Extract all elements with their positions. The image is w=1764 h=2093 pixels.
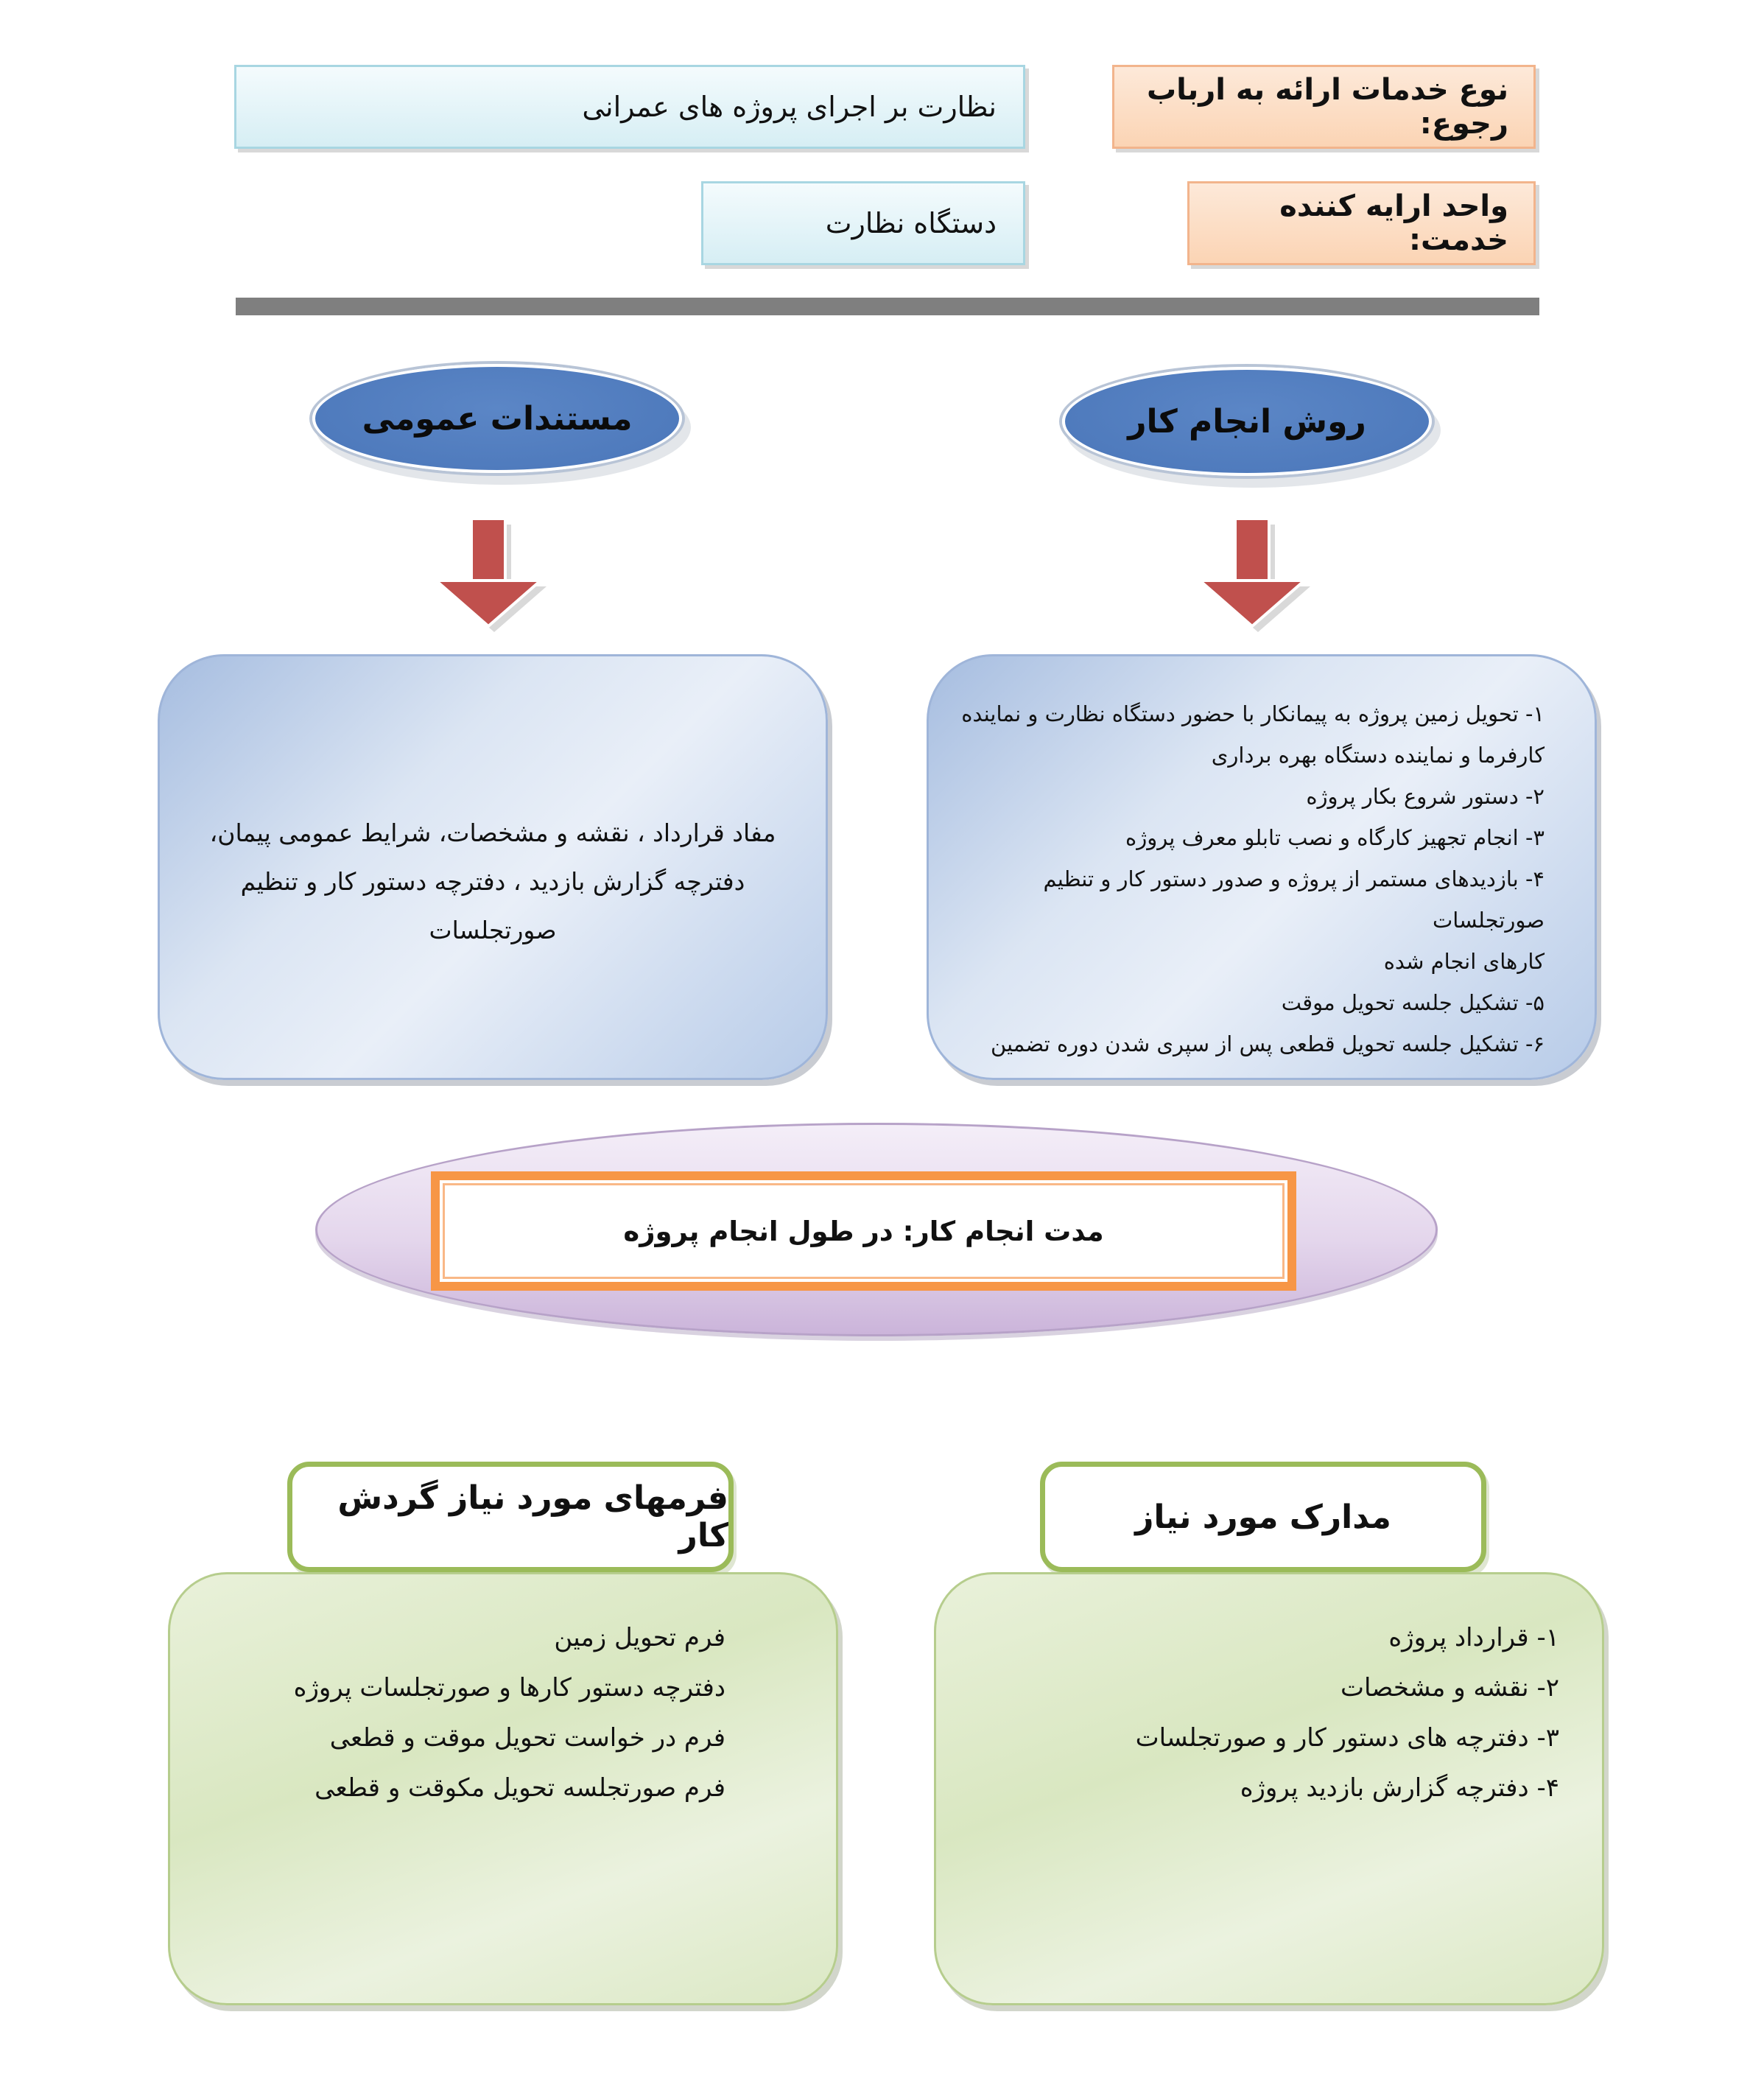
required-docs-title-tab [1040, 1462, 1486, 1572]
required-docs-title: مدارک مورد نیاز [1135, 1498, 1391, 1536]
general-docs-line: دفترچه گزارش بازدید ، دفترچه دستور کار و تنظیم [240, 867, 745, 896]
required-docs-box [934, 1572, 1604, 2005]
general-docs-title-ellipse [312, 364, 682, 473]
method-title-ellipse [1062, 367, 1432, 476]
provider-label: واحد ارایه کننده خدمت: [1279, 189, 1508, 257]
method-down-arrow [1197, 516, 1315, 634]
method-steps-box [927, 654, 1597, 1080]
workflow-forms-title: فرمهای مورد نیاز گردش کار [337, 1479, 728, 1554]
method-step: کارفرما و نماینده دستگاه بهره برداری [1211, 743, 1545, 768]
workflow-form-item: فرم در خواست تحویل موقت و قطعی [329, 1723, 725, 1753]
provider-value: دستگاه نظارت [825, 207, 997, 239]
method-title: روش انجام کار [1128, 402, 1366, 441]
workflow-form-item: فرم صورتجلسه تحویل مکوقت و قطعی [315, 1773, 725, 1803]
general-docs-line: صورتجلسات [429, 916, 557, 944]
method-step: ۴- بازدیدهای مستمر از پروژه و صدور دستور کار و تنظیم صورتجلسات [1043, 866, 1545, 933]
general-docs-box [158, 654, 828, 1080]
general-docs-title: مستندات عمومی [362, 399, 633, 438]
service-type-value-box [234, 65, 1025, 149]
method-steps-list [958, 693, 1545, 1065]
workflow-forms-title-tab [287, 1462, 734, 1572]
method-step: ۳- انجام تجهیز کارگاه و نصب تابلو معرف پروژه [1125, 825, 1545, 850]
provider-label-box [1187, 181, 1536, 265]
required-doc-item: ۱- قرارداد پروژه [1388, 1623, 1559, 1652]
workflow-forms-box [168, 1572, 838, 2005]
workflow-forms-list [200, 1613, 725, 1813]
method-step: ۶- تشکیل جلسه تحویل قطعی پس از سپری شدن دوره تضمین [990, 1031, 1545, 1056]
method-step: کارهای انجام شده [1383, 949, 1545, 974]
provider-value-box [701, 181, 1025, 265]
required-doc-item: ۴- دفترچه گزارش بازدید پروژه [1240, 1773, 1559, 1803]
general-docs-line: مفاد قرارداد ، نقشه و مشخصات، شرایط عمومی پیمان، [209, 818, 776, 847]
method-step: ۲- دستور شروع بکار پروژه [1306, 784, 1545, 809]
method-step: ۱- تحویل زمین پروژه به پیمانکار با حضور دستگاه نظارت و نماینده [961, 701, 1545, 726]
required-doc-item: ۳- دفترچه های دستور کار و صورتجلسات [1135, 1723, 1559, 1753]
required-doc-item: ۲- نقشه و مشخصات [1340, 1673, 1559, 1703]
service-type-label: نوع خدمات ارائه به ارباب رجوع: [1146, 73, 1508, 141]
header-divider [236, 298, 1539, 315]
service-type-label-box [1112, 65, 1536, 149]
required-docs-list [966, 1613, 1559, 1813]
workflow-form-item: فرم تحویل زمین [554, 1623, 725, 1652]
service-type-value: نظارت بر اجرای پروژه های عمرانی [582, 91, 997, 123]
method-step: ۵- تشکیل جلسه تحویل موقت [1281, 990, 1545, 1015]
duration-text: مدت انجام کار: در طول انجام پروژه [623, 1215, 1104, 1247]
general-docs-down-arrow [433, 516, 551, 634]
duration-box [431, 1171, 1296, 1291]
workflow-form-item: دفترچه دستور کارها و صورتجلسات پروژه [293, 1673, 725, 1703]
